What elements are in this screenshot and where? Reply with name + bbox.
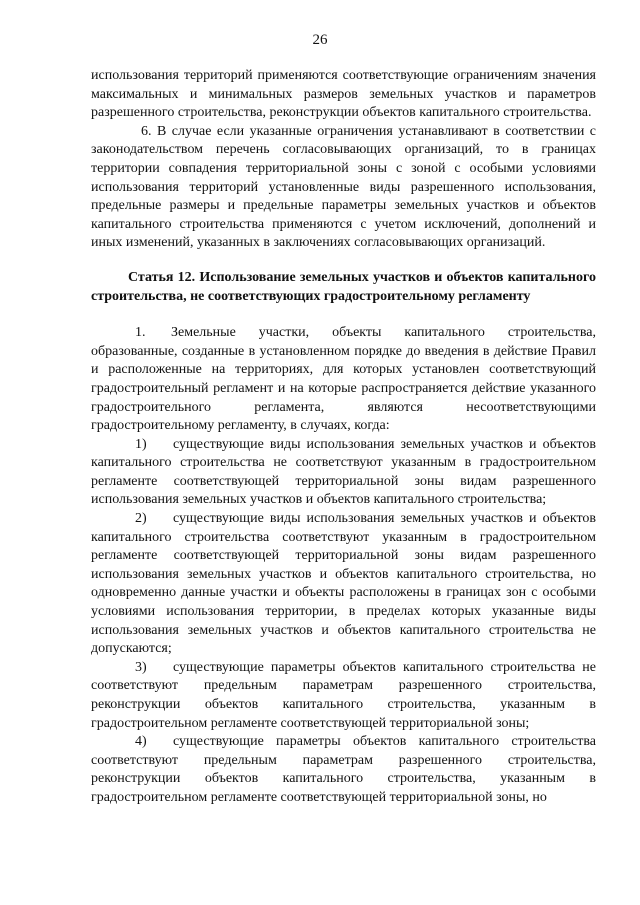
subitem-number: 3): [135, 659, 147, 675]
subitem-number: 4): [135, 734, 147, 750]
subitem-text: существующие параметры объектов капитального строительства соответствуют предельным параметрам разрешенного строительства, реконструкции объектов капитального строительства, указанным в градостроительном регламенте соответствующей территориальной зоны, но: [91, 734, 596, 805]
paragraph-item-6: 6. В случае если указанные ограничения устанавливают в соответствии с законодательством перечень согласовывающих организаций, то в границах территории совпадения территориальной зоны с зоной с особыми условиями использования территорий установленные виды разрешенного использования, предельные размеры и предельные параметры земельных участков и объектов капитального строительства применяются с учетом исключений, дополнений и иных изменений, указанных в заключениях согласовывающих организаций.: [91, 123, 596, 251]
subitem-3: [91, 659, 596, 733]
subitem-number: 1): [135, 436, 147, 452]
page-number: 26: [312, 32, 328, 48]
item-number: 1.: [135, 325, 146, 341]
document-body: [91, 67, 596, 808]
article-heading: Статья 12. Использование земельных участков и объектов капитального строительства, не соответствующих градостроительному регламенту: [91, 269, 596, 304]
paragraph-continuation: использования территорий применяются соответствующие ограничениям значения максимальных и минимальных размеров земельных участков и параметров разрешенного строительства, реконструкции объектов капитального строительства.: [91, 68, 596, 121]
subitem-text: существующие виды использования земельных участков и объектов капитального строительства не соответствуют указанным в градостроительном регламенте соответствующей территориальной зоны видам разрешенного использования земельных участков и объектов капитального строительства;: [91, 436, 596, 508]
article-item-1: [91, 324, 596, 436]
subitem-1: [91, 436, 596, 510]
item-text: Земельные участки, объекты капитального строительства, образованные, созданные в установленном порядке до введения в действие Правил и расположенные на территориях, для которых установлен соответствующий градостроительный регламент и на которые распространяется действие указанного градостроительного регламента, являются несоответствующими градостроительному регламенту, в случаях, когда:: [91, 325, 596, 434]
subitem-text: существующие параметры объектов капитального строительства не соответствуют предельным параметрам разрешенного строительства, реконструкции объектов капитального строительства, указанным в градостроительном регламенте соответствующей территориальной зоны;: [91, 659, 596, 731]
subitem-text: существующие виды использования земельных участков и объектов капитального строительства соответствуют указанным в градостроительном регламенте соответствующей территориальной зоны видам разрешенного использования земельных участков и объектов капитального строительства, но одновременно данные участки и объекты расположены в границах зон с особыми условиями использования территории, в пределах которых указанные виды использования земельных участков и объектов капитального строительства не допускаются;: [91, 511, 596, 657]
subitem-2: [91, 510, 596, 659]
subitem-4: [91, 733, 596, 807]
subitem-number: 2): [135, 511, 147, 527]
